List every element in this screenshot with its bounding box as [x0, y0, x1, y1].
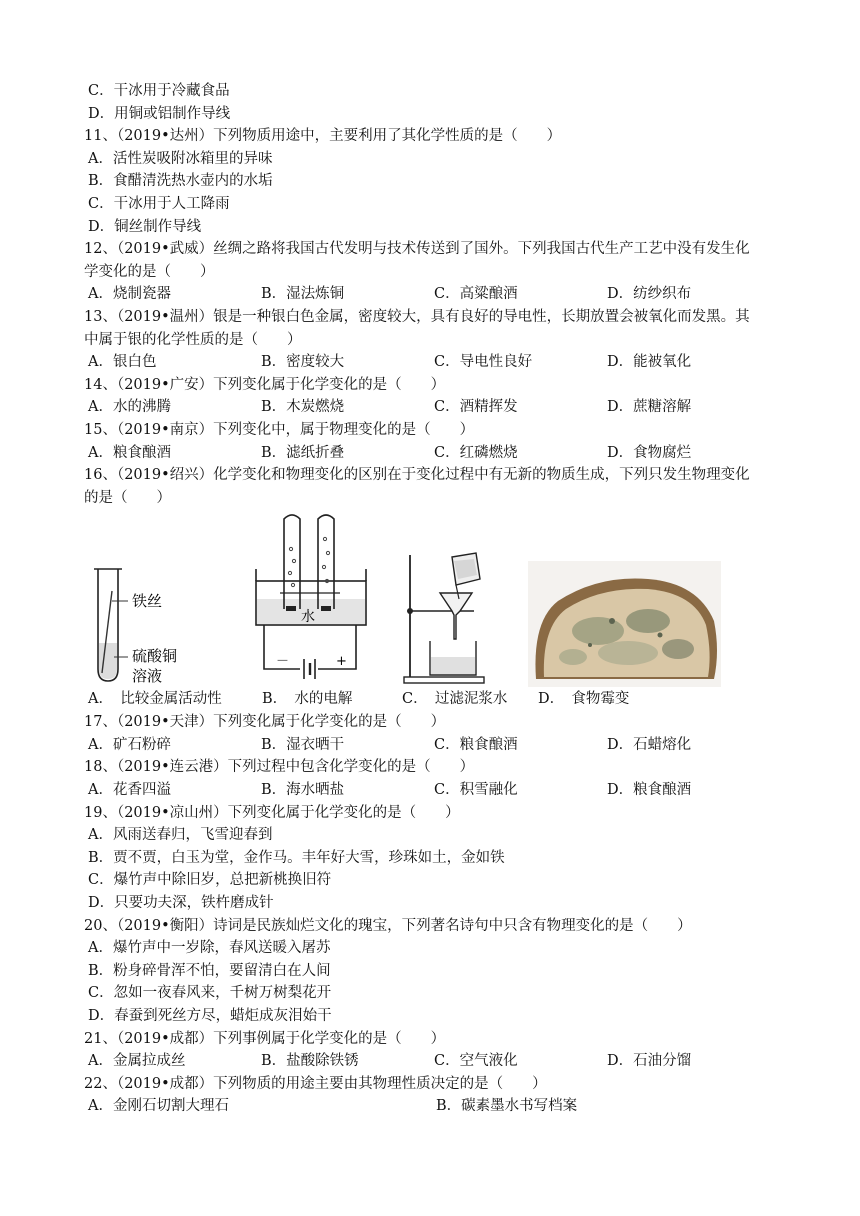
q16-options	[84, 687, 784, 711]
q21-option-b: B．盐酸除铁锈	[261, 1053, 359, 1070]
q17-option-c: C．粮食酿酒	[434, 736, 518, 753]
q14-option-c: C．酒精挥发	[434, 399, 518, 416]
q14-option-d: D．蔗糖溶解	[607, 399, 692, 416]
q18-option-d: D．粮食酿酒	[607, 782, 692, 799]
q15-option-b: B．滤纸折叠	[261, 444, 345, 461]
q21-option-c: C．空气液化	[434, 1053, 518, 1070]
q14-option-a: A．水的沸腾	[88, 399, 171, 416]
q16-stem-line2: 的是（ ）	[84, 489, 171, 506]
q19-option-b: B．贾不贾，白玉为堂，金作马。丰年好大雪，珍珠如土，金如铁	[88, 849, 505, 866]
test-tube-figure	[88, 561, 198, 687]
q21-options	[84, 1050, 784, 1073]
q19-stem: 19、（2019•凉山州）下列变化属于化学变化的是（ ）	[84, 804, 460, 821]
q12-option-a: A．烧制瓷器	[88, 286, 171, 303]
q21-option-a: A．金属拉成丝	[88, 1053, 186, 1070]
q13-stem-line1: 13、（2019•温州）银是一种银白色金属，密度较大，具有良好的导电性，长期放置会被氧化而发黑。其	[84, 308, 750, 325]
q17-options	[84, 734, 784, 757]
q12-option-d: D．纺纱织布	[607, 286, 692, 303]
q10-option-d: D．用铜或铝制作导线	[88, 105, 231, 122]
q13-stem-line2: 中属于银的化学性质的是（ ）	[84, 331, 302, 348]
q14-options	[84, 396, 784, 419]
electrolysis-figure	[242, 509, 378, 687]
q20-stem: 20、（2019•衡阳）诗词是民族灿烂文化的瑰宝，下列著名诗句中只含有物理变化的是（ ）	[84, 917, 692, 934]
q13-option-d: D．能被氧化	[607, 354, 692, 371]
q18-options	[84, 779, 784, 802]
q13-option-b: B．密度较大	[261, 354, 345, 371]
q20-option-a: A．爆竹声中一岁除，春风送暖入屠苏	[88, 940, 331, 957]
q15-option-c: C．红磷燃烧	[434, 444, 518, 461]
q13-option-c: C．导电性良好	[434, 354, 533, 371]
filtration-figure	[402, 549, 512, 687]
q17-option-a: A．矿石粉碎	[88, 736, 171, 753]
q16-option-c: C． 过滤泥浆水	[402, 691, 508, 708]
q11-option-c: C．干冰用于人工降雨	[88, 195, 230, 212]
q18-stem: 18、（2019•连云港）下列过程中包含化学变化的是（ ）	[84, 759, 475, 776]
q22-option-b: B．碳素墨水书写档案	[436, 1098, 578, 1115]
q19-option-a: A．风雨送春归，飞雪迎春到	[88, 827, 273, 844]
q10-option-c: C．干冰用于冷藏食品	[88, 83, 230, 99]
q20-option-c: C．忽如一夜春风来，千树万树梨花开	[88, 985, 332, 1002]
q11-option-d: D．铜丝制作导线	[88, 218, 202, 235]
q21-option-d: D．石油分馏	[607, 1053, 692, 1070]
water-label: 水	[301, 609, 315, 626]
q13-options	[84, 351, 784, 374]
q18-option-c: C．积雪融化	[434, 782, 518, 799]
q12-stem-line2: 学变化的是（ ）	[84, 263, 215, 280]
q16-stem-line1: 16、（2019•绍兴）化学变化和物理变化的区别在于变化过程中有无新的物质生成，下列只发生物理变化	[84, 467, 750, 484]
q18-option-b: B．海水晒盐	[261, 782, 345, 799]
solution-label: 溶液	[132, 667, 163, 686]
q12-option-c: C．高粱酿酒	[434, 286, 518, 303]
q16-option-a: A． 比较金属活动性	[88, 691, 222, 708]
q17-stem: 17、（2019•天津）下列变化属于化学变化的是（ ）	[84, 714, 446, 731]
q15-option-d: D．食物腐烂	[607, 444, 692, 461]
q21-stem: 21、（2019•成都）下列事例属于化学变化的是（ ）	[84, 1030, 446, 1047]
q19-option-d: D．只要功夫深，铁杵磨成针	[88, 895, 274, 912]
q12-option-b: B．湿法炼铜	[261, 286, 345, 303]
q17-option-b: B．湿衣晒干	[261, 736, 345, 753]
q16-option-d: D． 食物霉变	[538, 691, 630, 708]
moldy-bread-photo	[528, 561, 721, 687]
q19-option-c: C．爆竹声中除旧岁，总把新桃换旧符	[88, 872, 332, 889]
q22-options	[84, 1095, 784, 1118]
q20-option-d: D．春蚕到死丝方尽，蜡炬成灰泪始干	[88, 1008, 332, 1024]
q11-stem: 11、（2019•达州）下列物质用途中，主要利用了其化学性质的是（ ）	[84, 128, 562, 145]
q14-stem: 14、（2019•广安）下列变化属于化学变化的是（ ）	[84, 376, 446, 393]
q14-option-b: B．木炭燃烧	[261, 399, 345, 416]
q12-options	[84, 283, 784, 306]
minus-label: －	[276, 654, 290, 670]
document-page	[84, 80, 784, 1118]
q12-stem-line1: 12、（2019•武威）丝绸之路将我国古代发明与技术传送到了国外。下列我国古代生产工艺中没有发生化	[84, 241, 750, 258]
q11-option-b: B．食醋清洗热水壶内的水垢	[88, 173, 273, 190]
q11-option-a: A．活性炭吸附冰箱里的异味	[88, 150, 273, 167]
iron-wire-label: 铁丝	[132, 592, 163, 611]
q16-figures	[84, 509, 784, 687]
plus-label: +	[336, 654, 347, 670]
q15-option-a: A．粮食酿酒	[88, 444, 171, 461]
q20-option-b: B．粉身碎骨浑不怕，要留清白在人间	[88, 962, 331, 979]
q13-option-a: A．银白色	[88, 354, 157, 371]
q15-stem: 15、（2019•南京）下列变化中，属于物理变化的是（ ）	[84, 421, 475, 438]
q18-option-a: A．花香四溢	[88, 782, 171, 799]
q16-option-b: B． 水的电解	[262, 691, 353, 708]
q17-option-d: D．石蜡熔化	[607, 736, 692, 753]
q22-option-a: A．金刚石切割大理石	[88, 1098, 229, 1115]
q15-options	[84, 442, 784, 465]
copper-sulfate-label: 硫酸铜	[132, 647, 178, 666]
q22-stem: 22、（2019•成都）下列物质的用途主要由其物理性质决定的是（ ）	[84, 1075, 547, 1092]
